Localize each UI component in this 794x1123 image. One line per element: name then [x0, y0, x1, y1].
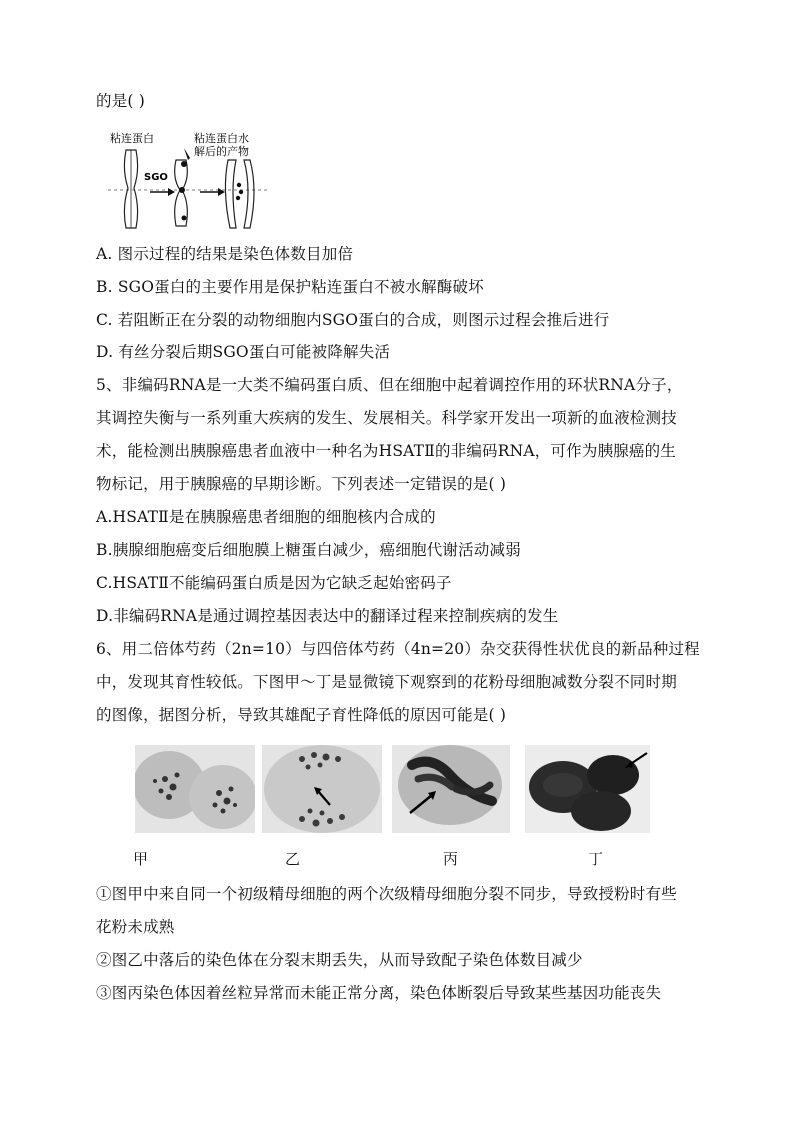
option-5c: C.HSATⅡ不能编码蛋白质是因为它缺乏起始密码子 [96, 574, 452, 592]
micrograph-label-jia: 甲 [133, 850, 149, 868]
question-5-line-2: 其调控失衡与一系列重大疾病的发生、发展相关。科学家开发出一项新的血液检测技 [96, 409, 677, 427]
micrograph-ding [525, 745, 650, 833]
question-6-line-3: 的图像，据图分析，导致其雄配子育性降低的原因可能是( ) [96, 706, 507, 724]
micrograph-label-yi: 乙 [285, 850, 301, 868]
diagram-label-cleaved-1: 粘连蛋白水 [194, 132, 249, 145]
diagram-label-sgo: SGO [144, 172, 168, 183]
statement-1-line-1: ①图甲中来自同一个初级精母细胞的两个次级精母细胞分裂不同步，导致授粉时有些 [96, 885, 677, 903]
question-5-line-3: 术，能检测出胰腺癌患者血液中一种名为HSATⅡ的非编码RNA，可作为胰腺癌的生 [96, 442, 677, 460]
option-4b: B. SGO蛋白的主要作用是保护粘连蛋白不被水解酶破坏 [96, 278, 484, 296]
chromosome-cohesin-diagram [108, 130, 268, 235]
micrograph-label-ding: 丁 [588, 850, 604, 868]
option-5d: D.非编码RNA是通过调控基因表达中的翻译过程来控制疾病的发生 [96, 607, 559, 625]
diagram-label-cohesin: 粘连蛋白 [110, 132, 154, 145]
micrograph-jia [135, 745, 255, 833]
micrograph-yi [262, 745, 382, 833]
option-4c: C. 若阻断正在分裂的动物细胞内SGO蛋白的合成，则图示过程会推后进行 [96, 311, 610, 329]
option-4d: D. 有丝分裂后期SGO蛋白可能被降解失活 [96, 343, 391, 361]
diagram-label-cleaved-2: 解后的产物 [194, 145, 249, 158]
question-4-stem-tail: 的是( ) [96, 92, 146, 110]
option-5b: B.胰腺细胞癌变后细胞膜上糖蛋白减少，癌细胞代谢活动减弱 [96, 541, 521, 559]
statement-3: ③图丙染色体因着丝粒异常而未能正常分离，染色体断裂后导致某些基因功能丧失 [96, 984, 662, 1002]
question-5-line-4: 物标记，用于胰腺癌的早期诊断。下列表述一定错误的是( ) [96, 475, 507, 493]
question-6-line-1: 6、用二倍体芍药（2n=10）与四倍体芍药（4n=20）杂交获得性状优良的新品种过程 [96, 640, 700, 658]
question-6-line-2: 中，发现其育性较低。下图甲～丁是显微镜下观察到的花粉母细胞减数分裂不同时期 [96, 673, 677, 691]
statement-1-line-2: 花粉未成熟 [96, 918, 175, 936]
option-5a: A.HSATⅡ是在胰腺癌患者细胞的细胞核内合成的 [96, 508, 436, 526]
micrograph-bing [392, 745, 510, 833]
statement-2: ②图乙中落后的染色体在分裂末期丢失，从而导致配子染色体数目减少 [96, 951, 583, 969]
micrograph-label-bing: 丙 [443, 850, 459, 868]
option-4a: A. 图示过程的结果是染色体数目加倍 [96, 245, 354, 263]
question-5-line-1: 5、非编码RNA是一大类不编码蛋白质、但在细胞中起着调控作用的环状RNA分子， [96, 376, 683, 394]
